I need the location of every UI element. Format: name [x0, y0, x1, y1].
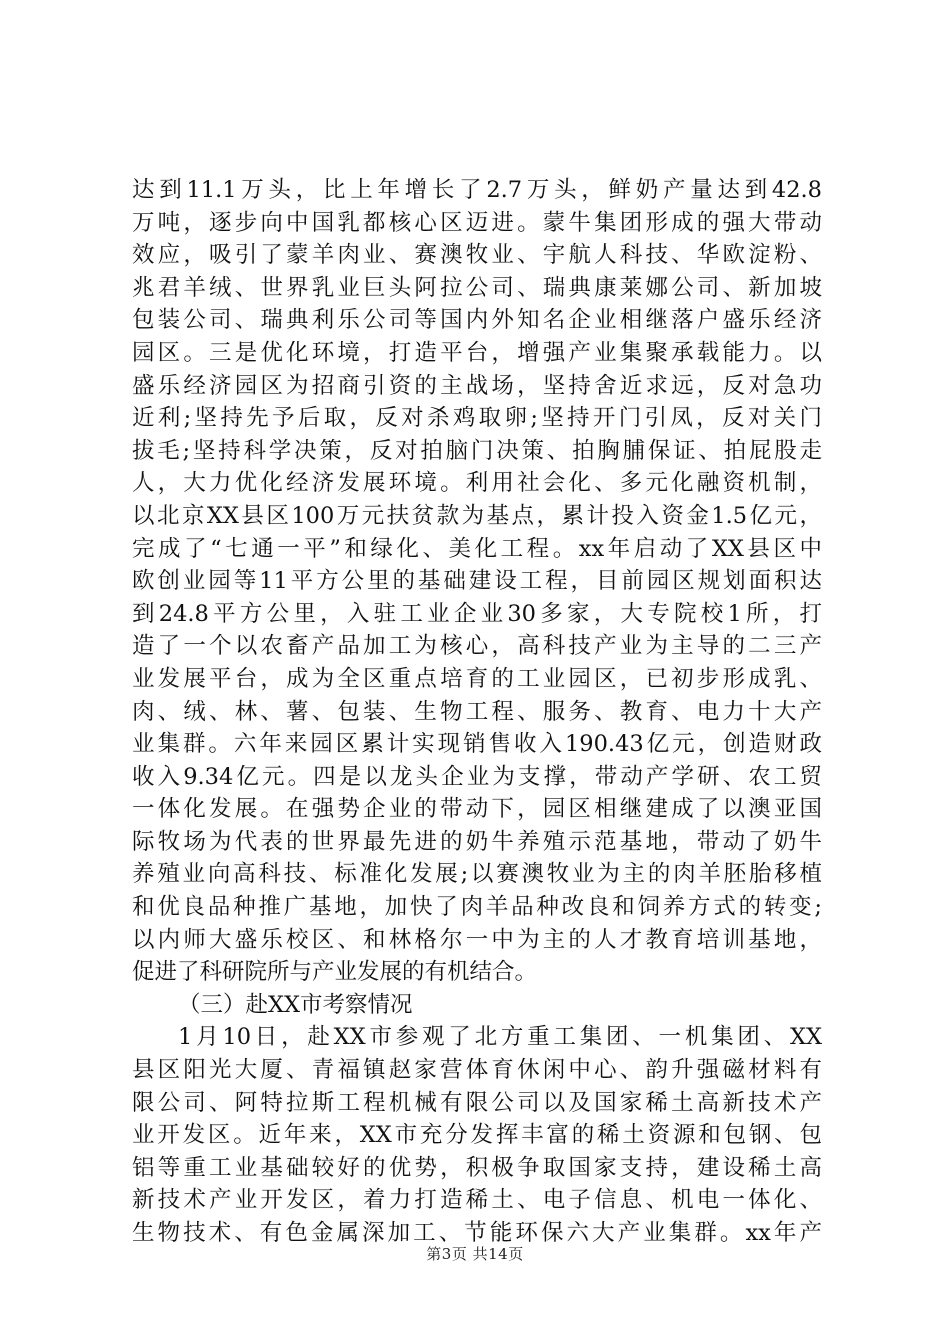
text-line: 拔毛;坚持科学决策，反对拍脑门决策、拍胸脯保证、拍屁股走 [132, 437, 822, 464]
text-line: 人，大力优化经济发展环境。利用社会化、多元化融资机制， [132, 470, 822, 497]
text-line: 造了一个以农畜产品加工为核心，高科技产业为主导的二三产 [132, 633, 822, 660]
text-line: 包装公司、瑞典利乐公司等国内外知名企业相继落户盛乐经济 [132, 307, 822, 334]
text-line: 万吨，逐步向中国乳都核心区迈进。蒙牛集团形成的强大带动 [132, 209, 822, 236]
text-line: 达到11.1万头，比上年增长了2.7万头，鲜奶产量达到42.8 [132, 177, 822, 203]
text-line: 效应，吸引了蒙羊肉业、赛澳牧业、宇航人科技、华欧淀粉、 [132, 242, 822, 269]
text-line: 园区。三是优化环境，打造平台，增强产业集聚承载能力。以 [132, 339, 822, 366]
text-line: 和优良品种推广基地，加快了肉羊品种改良和饲养方式的转变; [132, 894, 822, 921]
text-line: 肉、绒、林、薯、包装、生物工程、服务、教育、电力十大产 [132, 698, 822, 725]
text-line: 近利;坚持先予后取，反对杀鸡取卵;坚持开门引凤，反对关门 [132, 405, 822, 432]
text-line: 铝等重工业基础较好的优势，积极争取国家支持，建设稀土高 [132, 1154, 822, 1181]
text-line: 养殖业向高科技、标准化发展;以赛澳牧业为主的肉羊胚胎移植 [132, 861, 822, 888]
text-line: 欧创业园等11平方公里的基础建设工程，目前园区规划面积达 [132, 568, 822, 595]
text-line: 新技术产业开发区，着力打造稀土、电子信息、机电一体化、 [132, 1187, 822, 1214]
text-line: 县区阳光大厦、青福镇赵家营体育休闲中心、韵升强磁材料有 [132, 1057, 822, 1084]
text-line: 业集群。六年来园区累计实现销售收入190.43亿元，创造财政 [132, 731, 822, 758]
text-line: 到24.8平方公里，入驻工业企业30多家，大专院校1所，打 [132, 600, 822, 627]
page-number: 第3页 共14页 [426, 1245, 524, 1263]
text-line: 以内师大盛乐校区、和林格尔一中为主的人才教育培训基地， [132, 926, 822, 953]
document-body [132, 174, 822, 1250]
text-line: 盛乐经济园区为招商引资的主战场，坚持舍近求远，反对急功 [132, 372, 822, 399]
text-line: 际牧场为代表的世界最先进的奶牛养殖示范基地，带动了奶牛 [132, 828, 822, 855]
text-line: 完成了“七通一平”和绿化、美化工程。xx年启动了XX县区中 [132, 535, 822, 562]
text-line: 收入9.34亿元。四是以龙头企业为支撑，带动产学研、农工贸 [132, 763, 822, 790]
text-line: 业发展平台，成为全区重点培育的工业园区，已初步形成乳、 [132, 665, 822, 692]
text-line: 1月10日，赴XX市参观了北方重工集团、一机集团、XX [178, 1024, 822, 1051]
text-line: 一体化发展。在强势企业的带动下，园区相继建成了以澳亚国 [132, 796, 822, 823]
text-line: 促进了科研院所与产业发展的有机结合。 [132, 959, 538, 986]
text-line: 以北京XX县区100万元扶贫款为基点，累计投入资金1.5亿元， [132, 502, 822, 529]
section-heading: （三）赴XX市考察情况 [178, 991, 413, 1018]
text-line: 限公司、阿特拉斯工程机械有限公司以及国家稀土高新技术产 [132, 1089, 822, 1116]
text-line: 兆君羊绒、世界乳业巨头阿拉公司、瑞典康莱娜公司、新加坡 [132, 274, 822, 301]
text-line: 业开发区。近年来，XX市充分发挥丰富的稀土资源和包钢、包 [132, 1122, 822, 1149]
text-line: 生物技术、有色金属深加工、节能环保六大产业集群。xx年产 [132, 1220, 822, 1246]
